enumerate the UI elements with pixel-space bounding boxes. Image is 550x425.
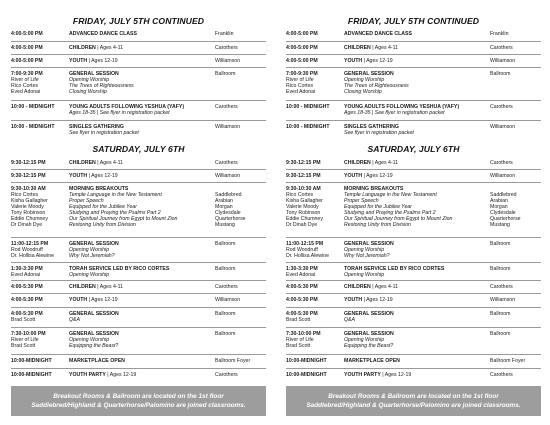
event-title <box>344 160 494 166</box>
event-time: 4:00-5:30 PM <box>11 284 43 290</box>
event-age-range: | Ages 12-19 <box>362 297 393 303</box>
event-presenters: Brad Scott <box>286 317 311 323</box>
event-time: 9:30-10:30 AM <box>286 186 321 192</box>
event-title-text: CHILDREN <box>69 284 96 290</box>
event-title-text: YOUTH <box>344 173 363 179</box>
event-time: 10:00-MIDNIGHT <box>11 358 52 364</box>
event-room: Ballroom <box>215 311 236 317</box>
breakout-rooms: Saddlebred Arabian Morgan Clydesdale Quarterhorse Mustang <box>215 192 246 228</box>
event-title-text: CHILDREN <box>69 45 96 51</box>
event-title-text: SINGLES GATHERING <box>69 124 124 130</box>
event-room: Franklin <box>490 31 509 37</box>
event-title-text: MARKETPLACE OPEN <box>69 358 125 364</box>
event-title-text: ADVANCED DANCE CLASS <box>69 31 137 37</box>
row-divider <box>11 327 266 328</box>
event-room: Ballroom <box>490 241 511 247</box>
event-time: 4:00-5:00 PM <box>11 31 43 37</box>
row-divider <box>286 327 541 328</box>
event-title-text: CHILDREN <box>344 160 371 166</box>
event-time: 7:30-10:00 PM <box>11 331 46 337</box>
event-title-text: YOUTH <box>69 297 88 303</box>
event-details: Temple Language in the New Testament Proper Speech Equipped for the Jubilee Year Studying and Praying the Psalms Part 2 Our Spiritual Journey from Egypt to Mount Zion Restoring Unity from Division <box>69 192 178 228</box>
saturday-section-title: SATURDAY, JULY 6TH <box>367 144 460 154</box>
event-age-range: | Ages 4-11 <box>370 160 399 166</box>
saturday-section-title: SATURDAY, JULY 6TH <box>92 144 185 154</box>
row-divider <box>11 67 266 68</box>
row-divider <box>11 169 266 170</box>
event-title <box>344 358 494 364</box>
event-title-text: MORNING BREAKOUTS <box>69 186 129 192</box>
event-room: Ballroom <box>215 71 236 77</box>
event-presenters: Rico Cortes Kisha Gallagher Valerie Moody Tony Robinson Eddie Chumney Dr Dinah Dye <box>11 192 48 228</box>
event-room: Williamson <box>490 124 516 130</box>
event-time: 4:00-5:00 PM <box>286 45 318 51</box>
event-title <box>69 297 219 303</box>
event-title-text: GENERAL SESSION <box>344 71 394 77</box>
event-title <box>69 284 219 290</box>
event-time: 10:00-MIDNIGHT <box>286 372 327 378</box>
event-title <box>344 173 494 179</box>
event-room: Franklin <box>215 31 234 37</box>
event-time: 4:00-5:00 PM <box>11 58 43 64</box>
event-room: Ballroom <box>490 311 511 317</box>
event-title-text: ADVANCED DANCE CLASS <box>344 31 412 37</box>
row-divider <box>286 182 541 183</box>
row-divider <box>286 307 541 308</box>
event-room: Carothers <box>215 104 238 110</box>
event-presenters: River of Life Rico Cortes Eved Adonai <box>286 77 316 95</box>
location-note-banner <box>286 386 541 416</box>
event-time: 10:00 - MIDNIGHT <box>286 104 330 110</box>
location-note-banner <box>11 386 266 416</box>
event-time: 9:30-12:15 PM <box>11 173 46 179</box>
event-time: 10:00-MIDNIGHT <box>286 358 327 364</box>
event-title-text: GENERAL SESSION <box>344 241 394 247</box>
row-divider <box>11 354 266 355</box>
event-title-text: TORAH SERVICE LED BY RICO CORTES <box>69 266 170 272</box>
event-title-text: CHILDREN <box>344 45 371 51</box>
event-title-text: SINGLES GATHERING <box>344 124 399 130</box>
row-divider <box>286 262 541 263</box>
event-time: 9:30-12:15 PM <box>286 173 321 179</box>
event-presenters: Rod Woodruff Dr. Hollisa Alewine <box>11 247 54 259</box>
row-divider <box>11 307 266 308</box>
schedule-column-left <box>11 0 266 425</box>
event-title-text: MORNING BREAKOUTS <box>344 186 404 192</box>
row-divider <box>286 293 541 294</box>
event-age-range: | Ages 4-11 <box>95 45 124 51</box>
row-divider <box>11 368 266 369</box>
event-presenters: River of Life Rico Cortes Eved Adonai <box>11 77 41 95</box>
event-details: See flyer in registration packet <box>69 130 139 136</box>
event-details: Q&A <box>69 317 80 323</box>
event-time: 10:00 - MIDNIGHT <box>11 104 55 110</box>
event-title-text: YOUTH <box>69 173 88 179</box>
schedule-column-right <box>286 0 541 425</box>
friday-section-title: FRIDAY, JULY 5TH CONTINUED <box>347 16 480 26</box>
row-divider <box>286 237 541 238</box>
event-title <box>344 284 494 290</box>
event-time: 7:30-10:00 PM <box>286 331 321 337</box>
event-title-text: YOUTH PARTY <box>69 372 106 378</box>
event-room: Ballroom Foyer <box>490 358 526 364</box>
event-room: Carothers <box>490 45 513 51</box>
row-divider <box>286 169 541 170</box>
event-title-text: GENERAL SESSION <box>344 311 394 317</box>
event-details: Q&A <box>344 317 355 323</box>
event-time: 9:30-12:15 PM <box>11 160 46 166</box>
event-time: 4:00-5:30 PM <box>11 297 43 303</box>
event-title <box>344 45 494 51</box>
event-age-range: | Ages 4-11 <box>370 284 399 290</box>
event-time: 4:00-5:00 PM <box>11 45 43 51</box>
event-time: 1:30-3:30 PM <box>11 266 43 272</box>
row-divider <box>11 262 266 263</box>
event-room: Carothers <box>490 372 513 378</box>
event-presenters: Eved Adonai <box>11 272 41 278</box>
event-time: 4:00-5:30 PM <box>286 284 318 290</box>
event-room: Carothers <box>215 160 238 166</box>
row-divider <box>286 354 541 355</box>
event-title <box>69 372 219 378</box>
event-room: Ballroom <box>215 331 236 337</box>
event-age-range: | Ages 12-19 <box>87 58 118 64</box>
event-details: Opening Worship The Trees of Righteousness Closing Worship <box>69 77 134 95</box>
event-time: 4:00-5:30 PM <box>286 297 318 303</box>
event-title-text: YOUTH <box>344 58 363 64</box>
event-time: 10:00 - MIDNIGHT <box>11 124 55 130</box>
event-title-text: GENERAL SESSION <box>69 311 119 317</box>
event-details: Opening Worship <box>69 272 110 278</box>
location-note-line: Breakout Rooms & Ballroom are located on the 1st floor <box>53 393 224 400</box>
row-divider <box>286 368 541 369</box>
event-details: Opening Worship Why Not Jeremiah? <box>344 247 390 259</box>
event-details: Opening Worship Why Not Jeremiah? <box>69 247 115 259</box>
event-room: Carothers <box>215 45 238 51</box>
event-title-text: CHILDREN <box>69 160 96 166</box>
location-note-line: Saddlebred/Highland & Quarterhorse/Palomino are joined classrooms. <box>31 402 246 409</box>
row-divider <box>286 54 541 55</box>
event-age-range: | Ages 4-11 <box>95 160 124 166</box>
event-details: See flyer in registration packet <box>344 130 414 136</box>
event-time: 11:00-12:15 PM <box>286 241 324 247</box>
row-divider <box>11 41 266 42</box>
event-room: Williamson <box>490 173 516 179</box>
event-room: Carothers <box>215 372 238 378</box>
event-title <box>69 160 219 166</box>
event-age-range: | Ages 12-19 <box>362 173 393 179</box>
row-divider <box>286 41 541 42</box>
event-room: Williamson <box>215 58 241 64</box>
row-divider <box>11 100 266 101</box>
event-title-text: YOUTH <box>344 297 363 303</box>
event-details: Opening Worship Equipping the Beast? <box>69 337 119 349</box>
event-details: Opening Worship <box>344 272 385 278</box>
event-age-range: | Ages 12-19 <box>362 58 393 64</box>
event-title-text: YOUNG ADULTS FOLLOWING YESHUA (YAFY) <box>344 104 460 110</box>
event-time: 10:00 - MIDNIGHT <box>286 124 330 130</box>
event-time: 10:00-MIDNIGHT <box>11 372 52 378</box>
event-title-text: GENERAL SESSION <box>69 241 119 247</box>
event-room: Ballroom <box>490 331 511 337</box>
event-room: Williamson <box>215 173 241 179</box>
event-details: Ages 18-35 | See flyer in registration packet <box>344 110 445 116</box>
event-time: 9:30-12:15 PM <box>286 160 321 166</box>
event-room: Carothers <box>490 160 513 166</box>
event-age-range: | Ages 4-11 <box>370 45 399 51</box>
event-room: Williamson <box>215 124 241 130</box>
event-title-text: CHILDREN <box>344 284 371 290</box>
row-divider <box>11 120 266 121</box>
event-title <box>344 372 494 378</box>
row-divider <box>286 67 541 68</box>
event-room: Carothers <box>215 284 238 290</box>
row-divider <box>11 182 266 183</box>
row-divider <box>11 237 266 238</box>
event-room: Ballroom <box>215 266 236 272</box>
row-divider <box>286 100 541 101</box>
event-room: Ballroom <box>490 266 511 272</box>
event-presenters: Rico Cortes Kisha Gallagher Valerie Moody Tony Robinson Eddie Chumney Dr Dinah Dye <box>286 192 323 228</box>
event-time: 4:00-5:30 PM <box>286 311 318 317</box>
row-divider <box>11 280 266 281</box>
event-time: 11:00-12:15 PM <box>11 241 49 247</box>
event-details: Ages 18-35 | See flyer in registration packet <box>69 110 170 116</box>
event-title-text: GENERAL SESSION <box>344 331 394 337</box>
event-title-text: MARKETPLACE OPEN <box>344 358 400 364</box>
event-room: Ballroom <box>215 241 236 247</box>
event-room: Williamson <box>490 58 516 64</box>
event-time: 4:00-5:30 PM <box>11 311 43 317</box>
event-time: 9:30-10:30 AM <box>11 186 46 192</box>
event-room: Williamson <box>490 297 516 303</box>
friday-section-title: FRIDAY, JULY 5TH CONTINUED <box>72 16 205 26</box>
event-age-range: | Ages 12-19 <box>87 173 118 179</box>
event-room: Ballroom Foyer <box>215 358 251 364</box>
location-note-line: Breakout Rooms & Ballroom are located on the 1st floor <box>328 393 499 400</box>
event-presenters: Eved Adonai <box>286 272 316 278</box>
event-title-text: YOUNG ADULTS FOLLOWING YESHUA (YAFY) <box>69 104 185 110</box>
event-title-text: GENERAL SESSION <box>69 331 119 337</box>
event-title <box>69 58 219 64</box>
event-presenters: River of Life Brad Scott <box>11 337 39 349</box>
event-time: 7:00-9:30 PM <box>286 71 318 77</box>
event-title-text: YOUTH PARTY <box>344 372 381 378</box>
row-divider <box>11 54 266 55</box>
event-time: 7:00-9:30 PM <box>11 71 43 77</box>
event-presenters: River of Life Brad Scott <box>286 337 314 349</box>
event-presenters: Brad Scott <box>11 317 36 323</box>
event-room: Carothers <box>490 104 513 110</box>
location-note-line: Saddlebred/Highland & Quarterhorse/Palomino are joined classrooms. <box>306 402 521 409</box>
event-title <box>69 31 219 37</box>
event-age-range: | Ages 12-19 <box>87 297 118 303</box>
event-title <box>69 358 219 364</box>
event-title <box>69 45 219 51</box>
event-room: Williamson <box>215 297 241 303</box>
row-divider <box>286 120 541 121</box>
event-age-range: | Ages 4-11 <box>95 284 124 290</box>
event-title <box>344 58 494 64</box>
event-room: Carothers <box>490 284 513 290</box>
row-divider <box>286 280 541 281</box>
row-divider <box>11 293 266 294</box>
event-details: Opening Worship Equipping the Beast? <box>344 337 394 349</box>
event-title <box>344 31 494 37</box>
event-details: Opening Worship The Trees of Righteousness Closing Worship <box>344 77 409 95</box>
event-title <box>69 173 219 179</box>
event-time: 4:00-5:00 PM <box>286 31 318 37</box>
event-time: 1:30-3:30 PM <box>286 266 318 272</box>
event-room: Ballroom <box>490 71 511 77</box>
event-title <box>344 297 494 303</box>
event-details: Temple Language in the New Testament Proper Speech Equipped for the Jubilee Year Studying and Praying the Psalms Part 2 Our Spiritual Journey from Egypt to Mount Zion Restoring Unity from Division <box>344 192 453 228</box>
event-title-text: GENERAL SESSION <box>69 71 119 77</box>
event-title-text: YOUTH <box>69 58 88 64</box>
event-title-text: TORAH SERVICE LED BY RICO CORTES <box>344 266 445 272</box>
event-presenters: Rod Woodruff Dr. Hollisa Alewine <box>286 247 329 259</box>
event-age-range: | Ages 12-19 <box>105 372 137 378</box>
breakout-rooms: Saddlebred Arabian Morgan Clydesdale Quarterhorse Mustang <box>490 192 521 228</box>
event-time: 4:00-5:00 PM <box>286 58 318 64</box>
event-age-range: | Ages 12-19 <box>380 372 412 378</box>
